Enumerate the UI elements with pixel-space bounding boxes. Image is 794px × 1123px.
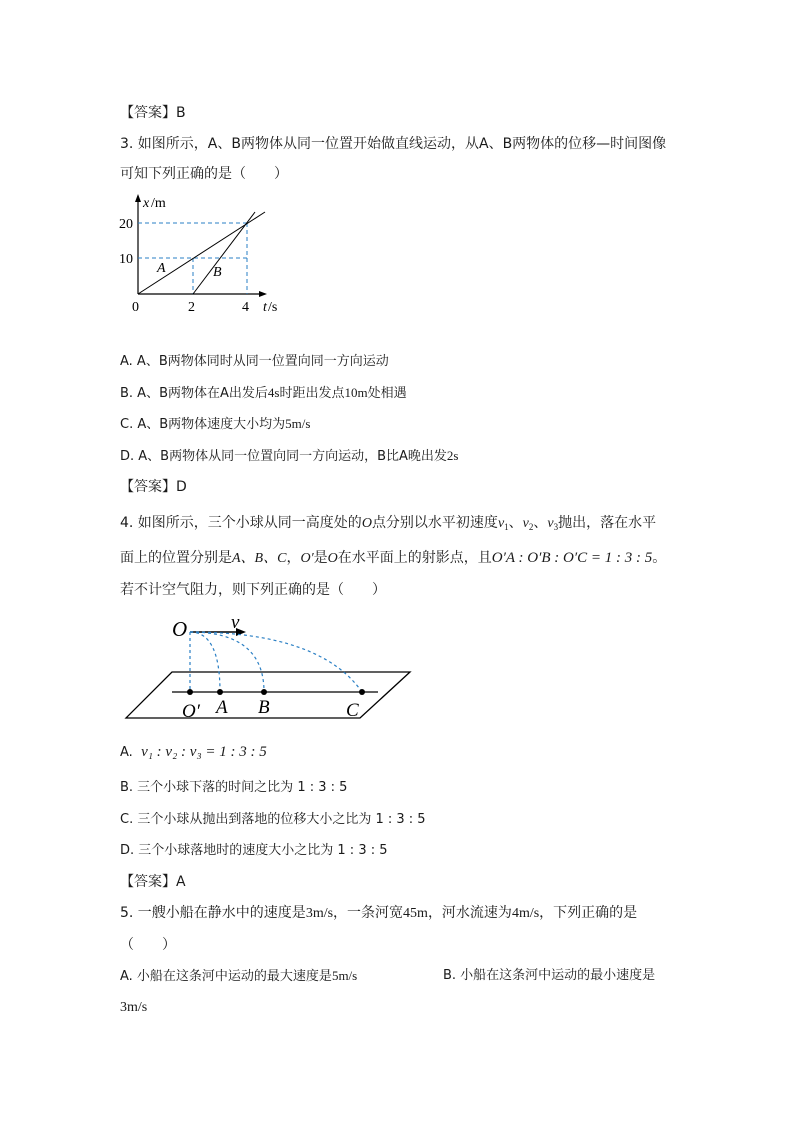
label-line-A: A [157, 261, 166, 276]
answer-q4: 【答案】A [120, 874, 186, 890]
q3-option-b: B. A、B两物体在A出发后4s时距出发点10m处相遇 [120, 385, 407, 401]
y-axis-label-unit: /m [151, 196, 166, 211]
y-tick-20: 20 [119, 217, 133, 232]
q3-stem-line1: 3. 如图所示，A、B两物体从同一位置开始做直线运动，从A、B两物体的位移—时间图像 [120, 136, 667, 152]
q5-stem-line1: 5. 一艘小船在静水中的速度是3m/s，一条河宽45m，河水流速为4m/s，下列正确的是 [120, 905, 638, 921]
q3-option-d: D. A、B两物体从同一位置向同一方向运动，B比A晚出发2s [120, 448, 459, 464]
trajectory-C [190, 632, 362, 692]
q5-option-a: A. 小船在这条河中运动的最大速度是5m/s [120, 968, 358, 984]
q4-stem-line3: 若不计空气阻力，则下列正确的是（ ） [120, 582, 386, 598]
x-axis-label-unit: /s [268, 300, 278, 315]
trajectory-B [190, 632, 264, 692]
q4-stem-line2: 面上的位置分别是A、B、C，O′是O在水平面上的射影点，且O′A : O′B : O′C = 1 : 3 : 5。 [120, 550, 667, 566]
point-A [217, 689, 223, 695]
answer-q3: 【答案】D [120, 479, 187, 495]
q3-displacement-time-graph [115, 192, 295, 317]
y-axis-label-var: x [143, 196, 150, 211]
trajectory-A [190, 632, 220, 692]
q3-option-c: C. A、B两物体速度大小均为5m/s [120, 416, 311, 432]
x-tick-4: 4 [242, 300, 249, 315]
q5-stem-line2: （ ） [120, 937, 176, 953]
label-line-B: B [213, 265, 222, 280]
x-tick-2: 2 [188, 300, 195, 315]
q4-stem-line1: 4. 如图所示，三个小球从同一高度处的O点分别以水平初速度$v_1$、$v_2$、$v_3$抛出，落在水平 [120, 515, 657, 532]
x-axis-arrow [259, 291, 267, 297]
q4-option-d: D. 三个小球落地时的速度大小之比为 1 : 3 : 5 [120, 843, 388, 858]
label-v: v [231, 612, 240, 633]
x-tick-0: 0 [132, 300, 139, 315]
q3-option-a: A. A、B两物体同时从同一位置向同一方向运动 [120, 354, 389, 369]
q5-option-b-value: 3m/s [120, 1000, 148, 1015]
y-tick-10: 10 [119, 252, 133, 267]
label-C: C [346, 700, 359, 721]
answer-q2: 【答案】B [120, 105, 186, 121]
q4-projectile-diagram [120, 610, 420, 725]
q4-option-c: C. 三个小球从抛出到落地的位移大小之比为 1 : 3 : 5 [120, 812, 426, 827]
q4-option-a: A. v₁ : v₂ : v₃ = 1 : 3 : 5 [120, 744, 267, 760]
label-A: A [216, 697, 228, 718]
label-O: O [172, 617, 188, 641]
q3-stem-line2: 可知下列正确的是（ ） [120, 166, 288, 182]
x-axis-label-var: t [263, 300, 267, 315]
point-O-prime [187, 689, 193, 695]
label-O-prime: O′ [182, 701, 200, 722]
q5-option-b: B. 小船在这条河中运动的最小速度是 [443, 968, 656, 983]
q4-option-b: B. 三个小球下落的时间之比为 1 : 3 : 5 [120, 780, 348, 795]
point-C [359, 689, 365, 695]
label-B: B [258, 697, 270, 718]
point-B [261, 689, 267, 695]
y-axis-arrow [135, 194, 141, 202]
